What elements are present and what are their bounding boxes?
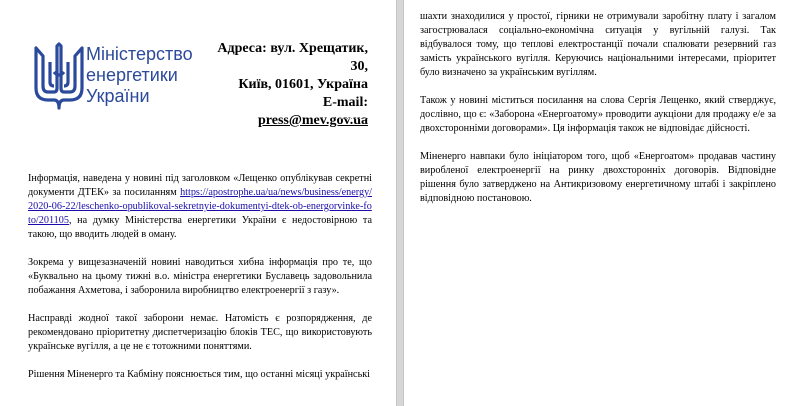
paragraph: Міненерго навпаки було ініціатором того, щоб «Енергоатом» продавав частину виробленої електроенергії на ринку двохсторонніх договорів. Відповідне рішення було затверджено на Антикризовому енергетичному штабі і закріплено відповідною постановою. bbox=[420, 151, 776, 204]
paragraph: Рішення Міненерго та Кабміну пояснюється тим, що останні місяці українські bbox=[28, 369, 371, 380]
address-line-3: Київ, 01601, Україна bbox=[238, 77, 368, 92]
body-text-left bbox=[28, 172, 372, 396]
article-link[interactable]: https://apostrophe.ua/ua/news/business/energy/2020-06-22/leschenko-opublikoval-sekretnyie-dokumentyi-dtek-ob-energorvinke-foto/201105 bbox=[28, 187, 372, 226]
ministry-name-line-1: Міністерство bbox=[86, 44, 193, 64]
ministry-name bbox=[86, 44, 193, 107]
paragraph: Також у новині міститься посилання на слова Сергія Лещенко, який стверджує, дослівно, що є: «Заборона «Енергоатому» проводити аукціони для продажу е/е за двохсторонніми договорами». Ця інформація також не відповідає дійсності. bbox=[420, 95, 776, 134]
document-page-left bbox=[0, 0, 396, 406]
paragraph: шахти знаходилися у простої, гірники не отримували заробітну плату і загалом загострювалася соціально-економічна ситуація у вугільній галузі. Так відбувалося тому, що теплові електростанції почали спалювати резервний газ замість українського вугілля. Керуючись національними інтересами, пріоритет було визначено за українським вугіллям. bbox=[420, 11, 776, 78]
ukraine-trident-icon bbox=[30, 42, 88, 122]
paragraph-text: , на думку Міністерства енергетики України є недостовірною та такою, що вводить людей в оману. bbox=[28, 215, 372, 240]
paragraph: Зокрема у вищезазначеній новині наводиться хибна інформація про те, що «Буквально на цьому тижні в.о. міністра енергетики Буславець задовольнила побажання Ахметова, і заборонила виробництво електроенергії з газу». bbox=[28, 257, 372, 296]
address-line-2: 30, bbox=[350, 59, 368, 74]
paragraph bbox=[28, 172, 372, 242]
divider bbox=[340, 118, 368, 121]
ministry-name-line-3: України bbox=[86, 86, 150, 106]
page-gutter bbox=[396, 0, 404, 406]
body-text-right bbox=[420, 10, 776, 220]
ministry-name-line-2: енергетики bbox=[86, 65, 178, 85]
address-line-1: Адреса: вул. Хрещатик, bbox=[217, 41, 368, 56]
paragraph-text: Інформація, наведена у новині під заголовком «Лещенко опублікував секретні документи ДТЕК» за посиланням bbox=[28, 173, 372, 198]
address-line-4: E-mail: bbox=[322, 95, 368, 110]
address-block bbox=[208, 40, 368, 130]
document-page-right bbox=[404, 0, 800, 406]
email-link[interactable]: press@mev.gov.ua bbox=[258, 113, 368, 128]
paragraph: Насправді жодної такої заборони немає. Натомість є розпорядження, де рекомендовано пріоритетну диспетчеризацію блоків ТЕС, що використовують українське вугілля, а це не є тотожними поняттями. bbox=[28, 313, 372, 352]
